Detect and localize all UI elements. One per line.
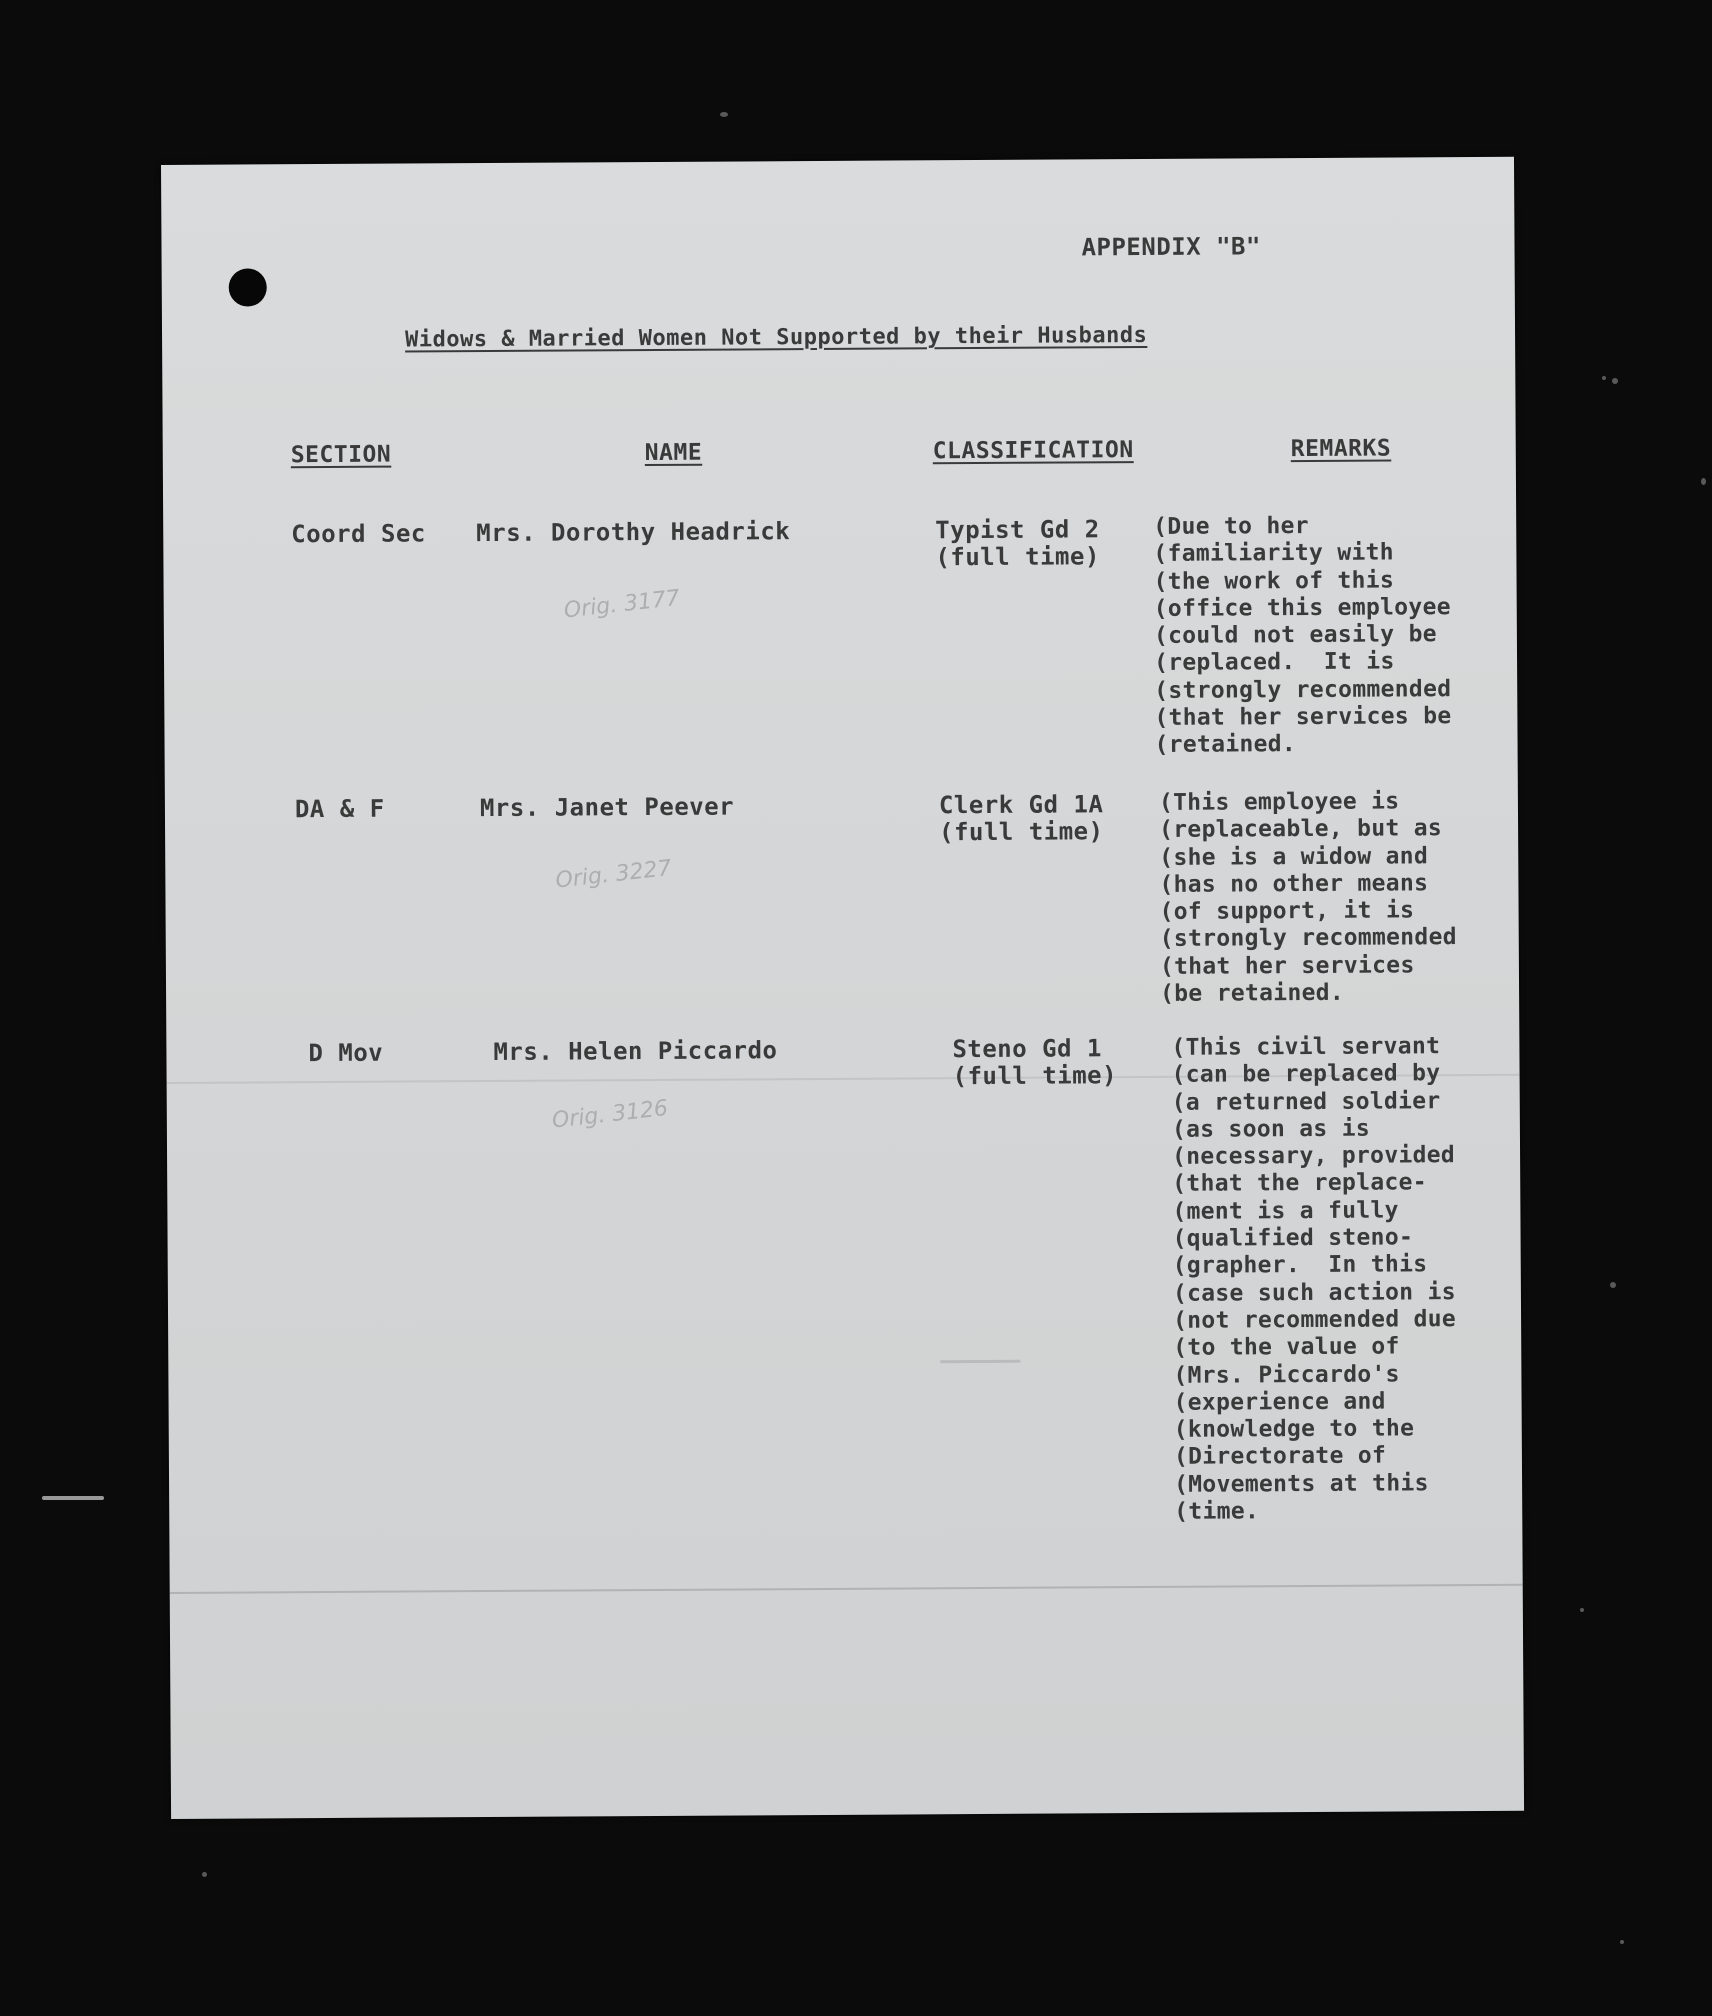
row-1-name: Mrs. Dorothy Headrick <box>476 517 791 548</box>
film-speck <box>1602 376 1606 380</box>
row-2-name: Mrs. Janet Peever <box>479 792 735 823</box>
remarks-line: (qualified steno- <box>1172 1224 1414 1252</box>
remarks-line: (office this employee <box>1153 594 1451 622</box>
document-page <box>161 157 1524 1819</box>
remarks-line: (Due to her <box>1153 512 1309 540</box>
row-3-classification-grade: Steno Gd 1 <box>952 1034 1102 1064</box>
column-header-classification: CLASSIFICATION <box>932 437 1134 465</box>
row-1-classification-grade: Typist Gd 2 <box>935 515 1100 545</box>
remarks-line: (of support, it is <box>1159 897 1415 926</box>
fold-line <box>170 1584 1523 1594</box>
remarks-line: (Mrs. Piccardo's <box>1173 1361 1400 1389</box>
row-1-remarks <box>1153 512 1452 759</box>
row-3-remarks <box>1171 1033 1457 1526</box>
punch-hole <box>229 268 267 306</box>
remarks-line: (familiarity with <box>1153 539 1394 568</box>
film-speck <box>202 1872 207 1877</box>
remarks-line: (strongly recommended <box>1159 924 1457 953</box>
page-title: Widows & Married Women Not Supported by their Husbands <box>404 322 1148 353</box>
row-3-classification-time: (full time) <box>952 1061 1118 1091</box>
row-2-classification-grade: Clerk Gd 1A <box>938 790 1104 820</box>
remarks-line: (she is a widow and <box>1159 842 1429 871</box>
remarks-line: (knowledge to the <box>1173 1415 1415 1443</box>
remarks-line: (has no other means <box>1159 870 1429 898</box>
remarks-line: (a returned soldier <box>1171 1087 1441 1116</box>
row-2-remarks <box>1159 788 1457 1008</box>
appendix-annotation <box>1340 220 1348 242</box>
remarks-line: (time. <box>1174 1498 1260 1525</box>
column-header-section: SECTION <box>290 441 392 469</box>
remarks-line: (that her services <box>1159 952 1415 980</box>
row-2-annotation: Orig. 3227 <box>554 855 673 894</box>
row-2-classification-time: (full time) <box>939 817 1104 847</box>
remarks-line: (This civil servant <box>1171 1033 1441 1061</box>
remarks-line: (retained. <box>1154 731 1297 759</box>
remarks-line: (Directorate of <box>1173 1442 1387 1471</box>
film-speck <box>1701 478 1706 485</box>
remarks-line: (that the replace- <box>1172 1169 1427 1198</box>
row-1-section: Coord Sec <box>291 519 426 549</box>
remarks-line: (the work of this <box>1153 567 1395 595</box>
film-speck <box>1580 1608 1584 1612</box>
row-3-annotation: Orig. 3126 <box>550 1095 670 1134</box>
remarks-line: (as soon as is <box>1171 1115 1371 1143</box>
remarks-line: (replaced. It is <box>1153 648 1395 677</box>
remarks-line: (Movements at this <box>1174 1470 1429 1498</box>
film-speck <box>1612 378 1618 384</box>
row-3-name: Mrs. Helen Piccardo <box>493 1036 778 1066</box>
remarks-line: (could not easily be <box>1153 621 1437 650</box>
remarks-line: (to the value of <box>1173 1333 1400 1362</box>
remarks-line: (strongly recommended <box>1154 675 1452 704</box>
remarks-line: (not recommended due <box>1172 1306 1457 1334</box>
row-3-section: D Mov <box>308 1038 384 1068</box>
film-speck <box>1610 1282 1616 1288</box>
row-1-annotation: Orig. 3177 <box>562 585 682 624</box>
film-mark <box>42 1496 104 1500</box>
pencil-scratch <box>940 1360 1020 1363</box>
remarks-line: (necessary, provided <box>1171 1142 1456 1171</box>
remarks-line: (case such action is <box>1172 1278 1456 1307</box>
remarks-line: (replaceable, but as <box>1159 815 1443 844</box>
remarks-line: (ment is a fully <box>1172 1197 1399 1225</box>
film-speck <box>1620 1940 1624 1944</box>
row-2-section: DA & F <box>294 794 385 824</box>
remarks-line: (grapher. In this <box>1172 1251 1428 1280</box>
remarks-line: (experience and <box>1173 1388 1386 1416</box>
column-header-name: NAME <box>644 439 703 467</box>
remarks-line: (can be replaced by <box>1171 1060 1441 1089</box>
remarks-line: (that her services be <box>1154 703 1452 732</box>
film-speck <box>720 112 728 117</box>
remarks-line: (This employee is <box>1158 788 1400 816</box>
remarks-line: (be retained. <box>1160 979 1345 1007</box>
column-header-remarks: REMARKS <box>1290 435 1392 463</box>
appendix-label: APPENDIX "B" <box>1081 232 1261 262</box>
row-1-classification-time: (full time) <box>935 542 1100 572</box>
